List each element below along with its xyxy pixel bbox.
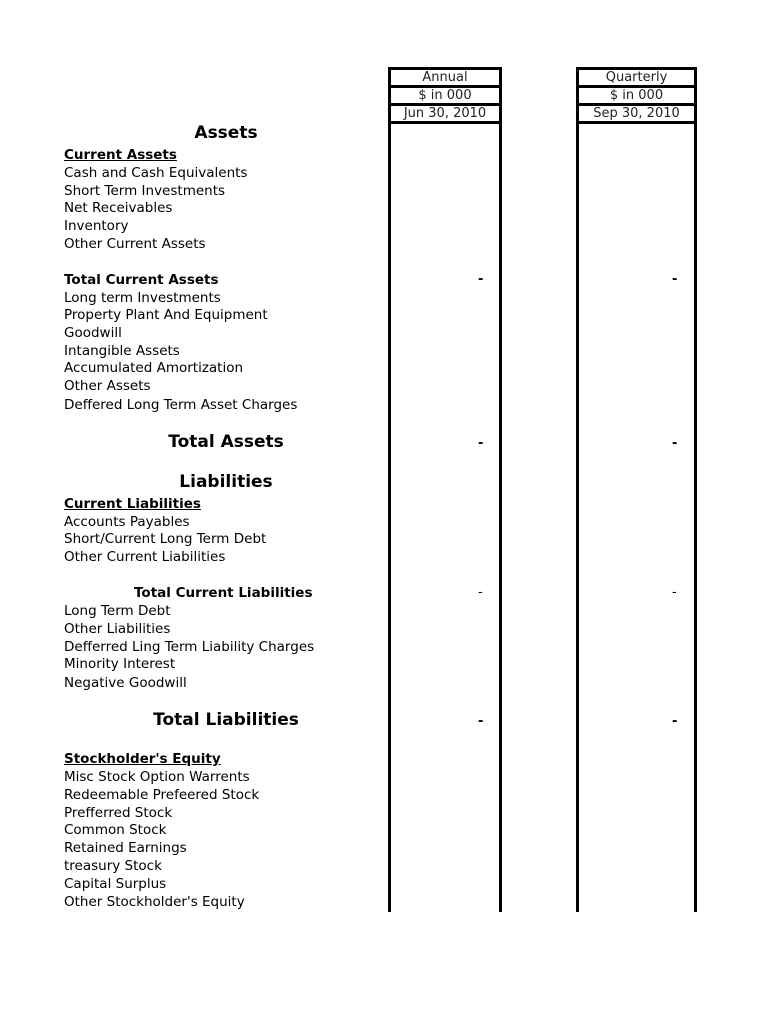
line-item: Short Term Investments	[64, 183, 226, 199]
total-assets-quarterly: -	[672, 436, 678, 451]
line-item: Accounts Payables	[64, 514, 190, 530]
line-item: Accumulated Amortization	[64, 360, 244, 376]
quarterly-column	[576, 67, 697, 912]
line-item: Long Term Debt	[64, 603, 171, 619]
current-liabilities-heading: Current Liabilities	[64, 496, 201, 512]
line-item: Prefferred Stock	[64, 805, 173, 821]
total-current-liabilities-annual: -	[478, 585, 483, 600]
line-item: Retained Earnings	[64, 840, 187, 856]
annual-units-header: $ in 000	[391, 85, 499, 103]
line-item: Goodwill	[64, 325, 122, 341]
line-item: Property Plant And Equipment	[64, 307, 268, 323]
total-current-assets-label: Total Current Assets	[64, 272, 219, 288]
line-item: Short/Current Long Term Debt	[64, 531, 267, 547]
line-item: Deffered Long Term Asset Charges	[64, 397, 298, 413]
line-item: Other Stockholder's Equity	[64, 894, 245, 910]
assets-title: Assets	[194, 123, 258, 143]
total-current-assets-annual: -	[478, 272, 484, 287]
total-current-liabilities-label: Total Current Liabilities	[134, 585, 313, 601]
line-item: Other Current Liabilities	[64, 549, 226, 565]
liabilities-title: Liabilities	[179, 472, 273, 492]
total-assets-annual: -	[478, 436, 484, 451]
line-item: Minority Interest	[64, 656, 176, 672]
stockholders-equity-heading: Stockholder's Equity	[64, 751, 221, 767]
annual-column	[388, 67, 502, 912]
line-item: Net Receivables	[64, 200, 173, 216]
line-item: Common Stock	[64, 822, 167, 838]
quarterly-units-header: $ in 000	[579, 85, 694, 103]
line-item: Defferred Ling Term Liability Charges	[64, 639, 315, 655]
line-item: Long term Investments	[64, 290, 221, 306]
total-liabilities-quarterly: -	[672, 714, 678, 729]
line-item: treasury Stock	[64, 858, 162, 874]
line-item: Intangible Assets	[64, 343, 180, 359]
total-current-liabilities-quarterly: -	[672, 585, 677, 600]
line-item: Inventory	[64, 218, 129, 234]
line-item: Negative Goodwill	[64, 675, 187, 691]
total-liabilities-annual: -	[478, 714, 484, 729]
total-liabilities-label: Total Liabilities	[153, 710, 299, 730]
current-assets-heading: Current Assets	[64, 147, 177, 163]
line-item: Misc Stock Option Warrents	[64, 769, 250, 785]
annual-date-header: Jun 30, 2010	[391, 103, 499, 124]
total-assets-label: Total Assets	[168, 432, 284, 452]
line-item: Redeemable Prefeered Stock	[64, 787, 260, 803]
quarterly-type-header: Quarterly	[579, 67, 694, 85]
line-item: Other Liabilities	[64, 621, 171, 637]
line-item: Other Assets	[64, 378, 151, 394]
quarterly-date-header: Sep 30, 2010	[579, 103, 694, 124]
line-item: Other Current Assets	[64, 236, 206, 252]
total-current-assets-quarterly: -	[672, 272, 678, 287]
line-item: Capital Surplus	[64, 876, 167, 892]
annual-type-header: Annual	[391, 67, 499, 85]
line-item: Cash and Cash Equivalents	[64, 165, 248, 181]
